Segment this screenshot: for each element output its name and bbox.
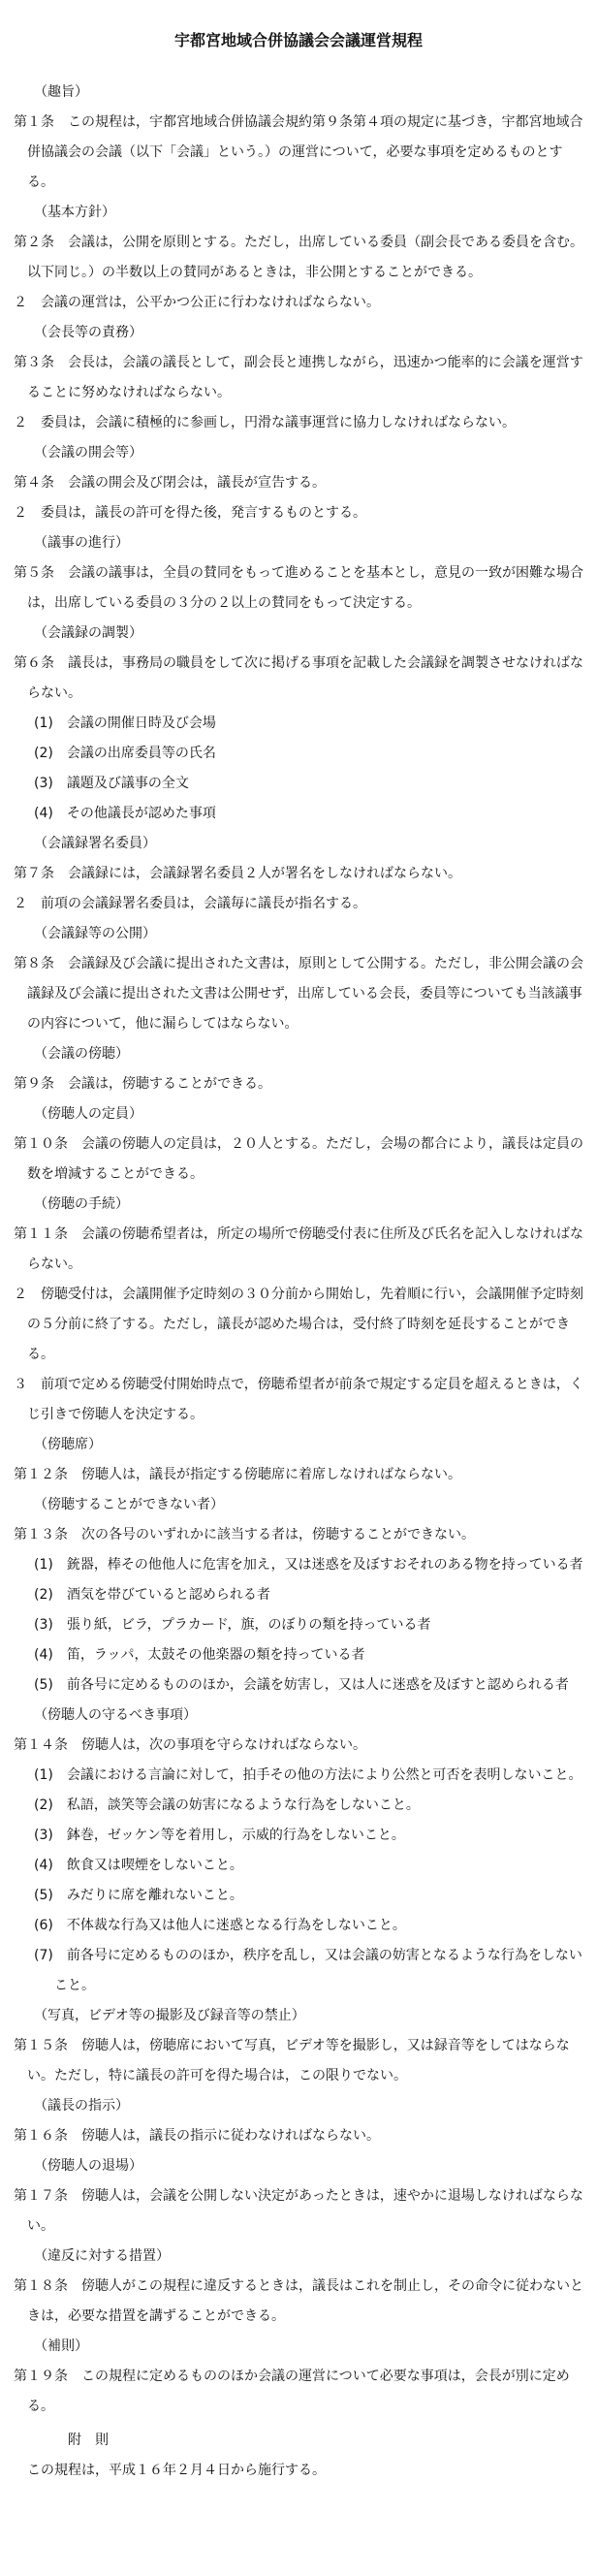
list-item: (6) 不体裁な行為又は他人に迷惑となる行為をしないこと。 <box>34 1918 406 1933</box>
list-item: (5) みだりに席を離れないこと。 <box>34 1888 243 1903</box>
article-heading: （会議の開会等） <box>34 445 142 461</box>
article-paragraph: 第７条 会議録には，会議録署名委員２人が署名をしなければならない。 <box>14 866 461 881</box>
article-heading: （趣旨） <box>34 84 88 100</box>
article-heading: （議事の進行） <box>34 535 129 551</box>
article-paragraph: 第１８条 傍聴人がこの規程に違反するときは，議長はこれを制止し，その命令に従わないときは，必要な措置を講ずることができる。 <box>14 2278 583 2324</box>
list-item: (1) 銃器，棒その他他人に危害を加え，又は迷惑を及ぼすおそれのある物を持っている者 <box>34 1557 583 1573</box>
document-title: 宇都宮地域合併協議会会議運営規程 <box>173 31 423 49</box>
article-paragraph: 第４条 会議の開会及び閉会は，議長が宣告する。 <box>14 475 326 491</box>
article-paragraph: 第５条 会議の議事は，全員の賛同をもって進めることを基本とし，意見の一致が困難な場合は，出席している委員の３分の２以上の賛同をもって決定する。 <box>14 565 583 611</box>
article-heading: （会議録署名委員） <box>34 836 156 851</box>
article-heading: （違反に対する措置） <box>34 2248 170 2264</box>
list-item: (3) 鉢巻，ゼッケン等を着用し，示威的行為をしないこと。 <box>34 1828 405 1843</box>
article-paragraph: 第１０条 会議の傍聴人の定員は，２０人とする。ただし，会場の都合により，議長は定員の数を増減することができる。 <box>14 1136 583 1182</box>
article-heading: （議長の指示） <box>34 2098 129 2114</box>
article-heading: （傍聴の手続） <box>34 1196 129 1212</box>
article-paragraph: 第６条 議長は，事務局の職員をして次に掲げる事項を記載した会議録を調製させなければならない。 <box>14 655 583 701</box>
article-heading: （傍聴席） <box>34 1437 102 1452</box>
list-item: (4) 飲食又は喫煙をしないこと。 <box>34 1858 243 1873</box>
list-item: (5) 前各号に定めるもののほか，会議を妨害し，又は人に迷惑を及ぼすと認められる者 <box>34 1677 569 1693</box>
list-item: (1) 会議における言論に対して，拍手その他の方法により公然と可否を表明しないこと。 <box>34 1767 582 1783</box>
supplementary-provisions-heading: 附 則 <box>68 2433 109 2448</box>
article-paragraph: 第３条 会長は，会議の議長として，副会長と連携しながら，迅速かつ能率的に会議を運営することに努めなければならない。 <box>14 355 583 400</box>
regulation-body <box>14 78 583 2422</box>
list-item: (2) 私語，談笑等会議の妨害になるような行為をしないこと。 <box>34 1797 420 1813</box>
list-item: (2) 会議の出席委員等の氏名 <box>34 746 216 761</box>
article-paragraph: ２ 委員は，会議に積極的に参画し，円滑な議事運営に協力しなければならない。 <box>14 415 516 430</box>
article-paragraph: 第１条 この規程は，宇都宮地域合併協議会規約第９条第４項の規定に基づき，宇都宮地域合併協議会の会議（以下「会議」という。）の運営について，必要な事項を定めるものとする。 <box>14 114 583 190</box>
article-paragraph: ２ 傍聴受付は，会議開催予定時刻の３０分前から開始し，先着順に行い，会議開催予定時刻の５分前に終了する。ただし，議長が認めた場合は，受付終了時刻を延長することができる。 <box>14 1287 583 1362</box>
article-heading: （基本方針） <box>34 205 115 220</box>
article-heading: （補則） <box>34 2338 88 2354</box>
article-paragraph: 第１３条 次の各号のいずれかに該当する者は，傍聴することができない。 <box>14 1527 475 1542</box>
article-paragraph: 第１２条 傍聴人は，議長が指定する傍聴席に着席しなければならない。 <box>14 1467 461 1482</box>
article-paragraph: ２ 前項の会議録署名委員は，会議毎に議長が指名する。 <box>14 896 366 911</box>
article-paragraph: ２ 会議の運営は，公平かつ公正に行わなければならない。 <box>14 295 380 310</box>
article-heading: （会議録の調製） <box>34 625 142 641</box>
article-paragraph: 第２条 会議は，公開を原則とする。ただし，出席している委員（副会長である委員を含む。以下同じ。）の半数以上の賛同があるときは，非公開とすることができる。 <box>14 235 583 280</box>
list-item: (3) 議題及び議事の全文 <box>34 776 189 791</box>
article-heading: （傍聴人の退場） <box>34 2158 142 2174</box>
article-heading: （写真，ビデオ等の撮影及び録音等の禁止） <box>34 2008 305 2023</box>
article-paragraph: 第１９条 この規程に定めるもののほか会議の運営について必要な事項は，会長が別に定める。 <box>14 2369 570 2414</box>
article-paragraph: 第１５条 傍聴人は，傍聴席において写真，ビデオ等を撮影し，又は録音等をしてはならない。ただし，特に議長の許可を得た場合は，この限りでない。 <box>14 2038 570 2083</box>
article-heading: （傍聴人の定員） <box>34 1106 142 1122</box>
article-paragraph: 第１７条 傍聴人は，会議を公開しない決定があったときは，速やかに退場しなければならない。 <box>14 2188 583 2234</box>
article-heading: （会長等の責務） <box>34 325 142 340</box>
article-paragraph: 第１１条 会議の傍聴希望者は，所定の場所で傍聴受付表に住所及び氏名を記入しなければならない。 <box>14 1226 583 1272</box>
article-paragraph: 第９条 会議は，傍聴することができる。 <box>14 1076 271 1092</box>
article-paragraph: 第１４条 傍聴人は，次の事項を守らなければならない。 <box>14 1737 366 1753</box>
article-paragraph: ３ 前項で定める傍聴受付開始時点で，傍聴希望者が前条で規定する定員を超えるときは，くじ引きで傍聴人を決定する。 <box>14 1377 583 1422</box>
article-paragraph: ２ 委員は，議長の許可を得た後，発言するものとする。 <box>14 505 366 521</box>
supplementary-provisions-text: この規程は，平成１６年２月４日から施行する。 <box>27 2463 326 2478</box>
list-item: (4) 笛，ラッパ，太鼓その他楽器の類を持っている者 <box>34 1647 365 1663</box>
article-heading: （傍聴することができない者） <box>34 1497 224 1512</box>
list-item: (3) 張り紙，ビラ，プラカード，旗，のぼりの類を持っている者 <box>34 1617 431 1633</box>
article-paragraph: 第１６条 傍聴人は，議長の指示に従わなければならない。 <box>14 2128 380 2144</box>
article-heading: （会議録等の公開） <box>34 926 156 941</box>
article-heading: （会議の傍聴） <box>34 1046 129 1062</box>
list-item: (1) 会議の開催日時及び会場 <box>34 716 216 731</box>
article-heading: （傍聴人の守るべき事項） <box>34 1707 197 1723</box>
article-paragraph: 第８条 会議録及び会議に提出された文書は，原則として公開する。ただし，非公開会議の会議録及び会議に提出された文書は公開せず，出席している会長，委員等についても当該議事の内容について，他に漏らしてはならない。 <box>14 956 583 1032</box>
list-item: (4) その他議長が認めた事項 <box>34 806 216 821</box>
list-item: (7) 前各号に定めるもののほか，秩序を乱し，又は会議の妨害となるような行為をしないこと。 <box>34 1948 582 1993</box>
list-item: (2) 酒気を帯びていると認められる者 <box>34 1587 270 1603</box>
